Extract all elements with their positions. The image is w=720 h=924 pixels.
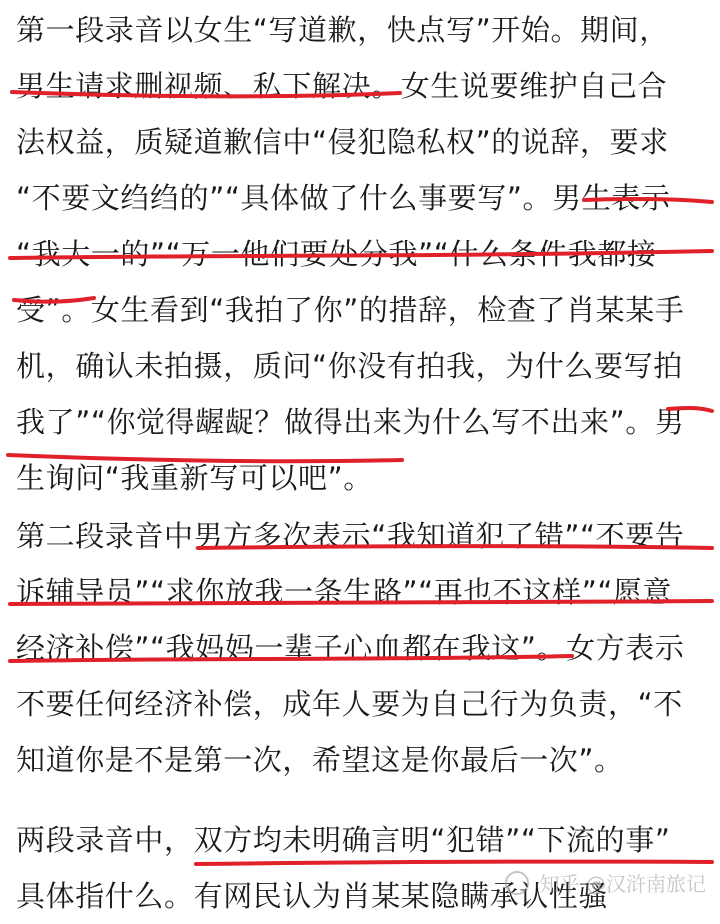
text-line: 两段录音中，双方均未明确言明“犯错”“下流的事” [16, 823, 671, 857]
text-line: 生询问“我重新写可以吧”。 [16, 461, 373, 495]
text-line: 机，确认未拍摄，质问“你没有拍我，为什么要写拍 [16, 349, 683, 383]
text-line: 第一段录音以女生“写道歉，快点写”开始。期间， [16, 13, 669, 47]
text-line: 不要任何经济补偿，成年人要为自己行为负责，“不 [16, 687, 683, 721]
text-line: “不要文绉绉的”“具体做了什么事要写”。男生表示 [16, 181, 671, 215]
zhihu-logo-icon [505, 871, 529, 895]
text-line: “我大一的”“万一他们要处分我”“什么条件我都接 [16, 237, 657, 271]
text-line: 第二段录音中男方多次表示“我知道犯了错”“不要告 [16, 519, 685, 553]
paragraph-recording-one [16, 2, 712, 506]
text-line: 具体指什么。有网民认为肖某某隐瞒承认性骚 [16, 879, 609, 913]
paragraph-recording-two [16, 508, 712, 788]
watermark [501, 868, 706, 897]
text-line: 我了”“你觉得龌龊？做得出来为什么写不出来”。男 [16, 405, 685, 439]
text-line: 知道你是不是第一次，希望这是你最后一次”。 [16, 743, 624, 777]
text-line: 法权益，质疑道歉信中“侵犯隐私权”的说辞，要求 [16, 125, 669, 159]
text-line: 受”。女生看到“我拍了你”的措辞，检查了肖某某手 [16, 293, 685, 327]
watermark-text: 知乎 @汉浒南旅记 [539, 872, 706, 896]
text-line: 男生请求删视频、私下解决。女生说要维护自己合 [16, 69, 668, 103]
text-line: 诉辅导员”“求你放我一条生路”“再也不这样”“愿意 [16, 575, 673, 609]
text-line: 经济补偿”“我妈妈一辈子心血都在我这”。女方表示 [16, 631, 685, 665]
